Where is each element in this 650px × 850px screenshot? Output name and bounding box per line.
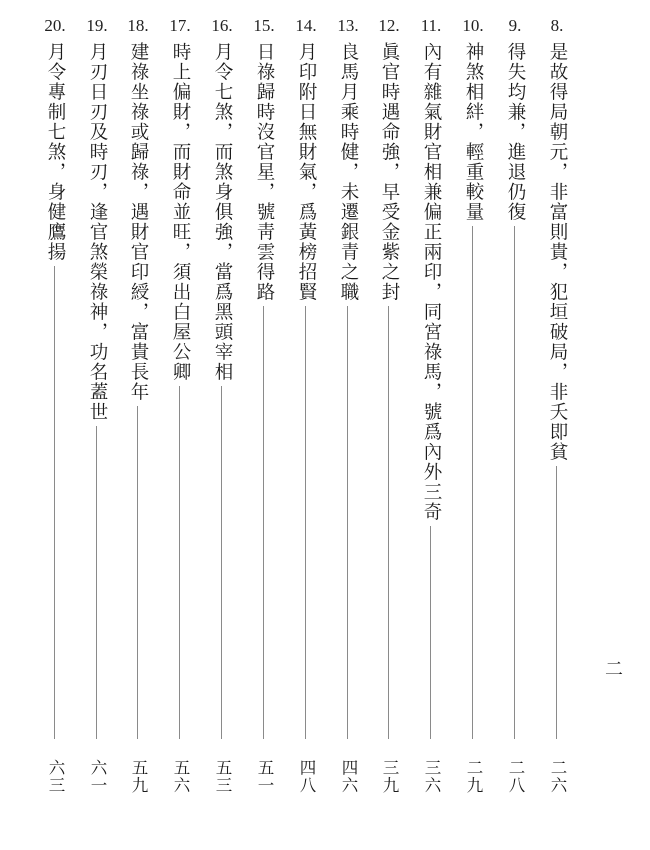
entry-number: 18. bbox=[127, 16, 149, 35]
entry-page-number: 六一 bbox=[88, 759, 107, 794]
entry-page-number: 二八 bbox=[506, 759, 525, 794]
entry-page-number: 四八 bbox=[297, 759, 316, 794]
entry-page-number: 三九 bbox=[380, 759, 399, 794]
entry-number: 19. bbox=[86, 16, 108, 35]
toc-entry bbox=[498, 14, 532, 814]
leader-line bbox=[179, 386, 180, 739]
toc-entry bbox=[456, 14, 490, 814]
entry-title: 得失均兼，進退仍復 bbox=[505, 42, 526, 222]
toc-entry bbox=[372, 14, 406, 814]
entry-title: 建祿坐祿或歸祿，遇財官印綬，富貴長年 bbox=[128, 42, 149, 402]
entry-title: 月刃日刃及時刃，逢官煞榮祿神，功名蓋世 bbox=[87, 42, 108, 422]
leader-line bbox=[263, 306, 264, 739]
entry-title: 月印附日無財氣，爲黃榜招賢 bbox=[296, 42, 317, 302]
entry-number: 8. bbox=[550, 16, 564, 35]
entry-number: 13. bbox=[337, 16, 359, 35]
entry-page-number: 五六 bbox=[171, 759, 190, 794]
entry-title: 月令專制七煞，身健鷹揚 bbox=[45, 42, 66, 262]
entry-number: 17. bbox=[169, 16, 191, 35]
leader-line bbox=[514, 226, 515, 739]
leader-line bbox=[305, 306, 306, 739]
entry-page-number: 六三 bbox=[46, 759, 65, 794]
entry-page-number: 四六 bbox=[339, 759, 358, 794]
toc-entry bbox=[414, 14, 448, 814]
entry-number: 11. bbox=[420, 16, 442, 35]
leader-line bbox=[96, 426, 97, 739]
toc-entry bbox=[163, 14, 197, 814]
entry-title: 內有雜氣財官相兼偏正兩印，同宮祿馬，號爲內外三奇 bbox=[421, 42, 442, 522]
entry-title: 月令七煞，而煞身俱強，當爲黑頭宰相 bbox=[212, 42, 233, 382]
leader-line bbox=[54, 266, 55, 739]
entry-title: 眞官時遇命強，早受金紫之封 bbox=[379, 42, 400, 302]
entry-title: 時上偏財，而財命並旺，須出白屋公卿 bbox=[170, 42, 191, 382]
leader-line bbox=[347, 306, 348, 739]
entry-number: 10. bbox=[462, 16, 484, 35]
entry-number: 20. bbox=[44, 16, 66, 35]
entry-title: 良馬月乘時健，未遷銀青之職 bbox=[338, 42, 359, 302]
toc-entry bbox=[289, 14, 323, 814]
entry-title: 日祿歸時沒官星，號靑雲得路 bbox=[254, 42, 275, 302]
toc-entry bbox=[205, 14, 239, 814]
entry-page-number: 五九 bbox=[129, 759, 148, 794]
leader-line bbox=[556, 466, 557, 739]
page-number: 二 bbox=[605, 659, 623, 680]
leader-line bbox=[137, 406, 138, 739]
toc-entry bbox=[331, 14, 365, 814]
leader-line bbox=[221, 386, 222, 739]
entry-page-number: 二六 bbox=[548, 759, 567, 794]
entry-title: 是故得局朝元，非富則貴，犯垣破局，非夭即貧 bbox=[547, 42, 568, 462]
leader-line bbox=[472, 226, 473, 739]
toc-entry bbox=[540, 14, 574, 814]
leader-line bbox=[388, 306, 389, 739]
entry-page-number: 五一 bbox=[255, 759, 274, 794]
entry-number: 9. bbox=[508, 16, 522, 35]
entry-number: 14. bbox=[295, 16, 317, 35]
entry-number: 12. bbox=[378, 16, 400, 35]
entry-page-number: 三六 bbox=[422, 759, 441, 794]
entry-page-number: 二九 bbox=[464, 759, 483, 794]
toc-entry bbox=[38, 14, 72, 814]
entry-number: 15. bbox=[253, 16, 275, 35]
entry-title: 神煞相絆，輕重較量 bbox=[463, 42, 484, 222]
entry-page-number: 五三 bbox=[213, 759, 232, 794]
toc-entry bbox=[121, 14, 155, 814]
leader-line bbox=[430, 526, 431, 739]
toc-entry bbox=[80, 14, 114, 814]
toc-entry bbox=[247, 14, 281, 814]
entry-number: 16. bbox=[211, 16, 233, 35]
